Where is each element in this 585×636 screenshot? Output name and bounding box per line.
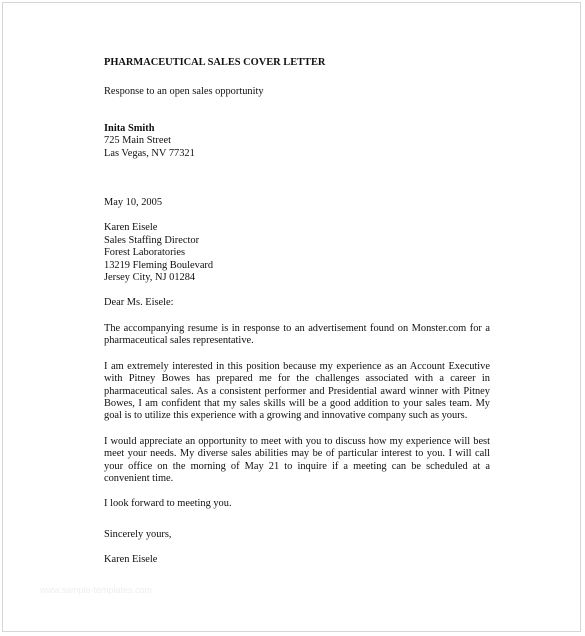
cover-letter <box>104 57 490 567</box>
body-paragraph-2: I am extremely interested in this position because my experience as an Account Executive with Pitney Bowes has prepared me for the challenges associated with a career in pharmaceutical sales. As a consistent performer and Presidential award winner with Pitney Bowes, I am confident that my sales skills will be a good addition to your sales team. My goal is to utilize this experience with a growing and innovative company such as yours. <box>104 360 490 422</box>
sender-city: Las Vegas, NV 77321 <box>104 147 195 159</box>
letter-subtitle: Response to an open sales opportunity <box>104 86 264 98</box>
sender-name: Inita Smith <box>104 122 155 134</box>
salutation: Dear Ms. Eisele: <box>104 297 174 309</box>
sender-street: 725 Main Street <box>104 135 171 147</box>
watermark: www.sample-templates.com <box>40 585 153 595</box>
recipient-company: Forest Laboratories <box>104 247 186 259</box>
body-paragraph-3: I would appreciate an opportunity to meet with you to discuss how my experience will best meet your needs. My diverse sales abilities may be of particular interest to you. I will call your office on the morning of May 21 to inquire if a meeting can be scheduled at a convenient time. <box>104 435 490 484</box>
letter-date: May 10, 2005 <box>104 197 163 209</box>
body-paragraph-4: I look forward to meeting you. <box>104 498 232 510</box>
sender-address-block <box>104 123 490 160</box>
closing: Sincerely yours, <box>104 528 172 540</box>
recipient-city: Jersey City, NJ 01284 <box>104 272 196 284</box>
letter-title: PHARMACEUTICAL SALES COVER LETTER <box>104 57 326 68</box>
recipient-address-block <box>104 222 490 284</box>
body-paragraph-1: The accompanying resume is in response to an advertisement found on Monster.com for a pharmaceutical sales representative. <box>104 322 490 347</box>
signature-name: Karen Eisele <box>104 554 158 566</box>
recipient-street: 13219 Fleming Boulevard <box>104 259 214 271</box>
recipient-name: Karen Eisele <box>104 222 158 234</box>
recipient-title: Sales Staffing Director <box>104 234 200 246</box>
